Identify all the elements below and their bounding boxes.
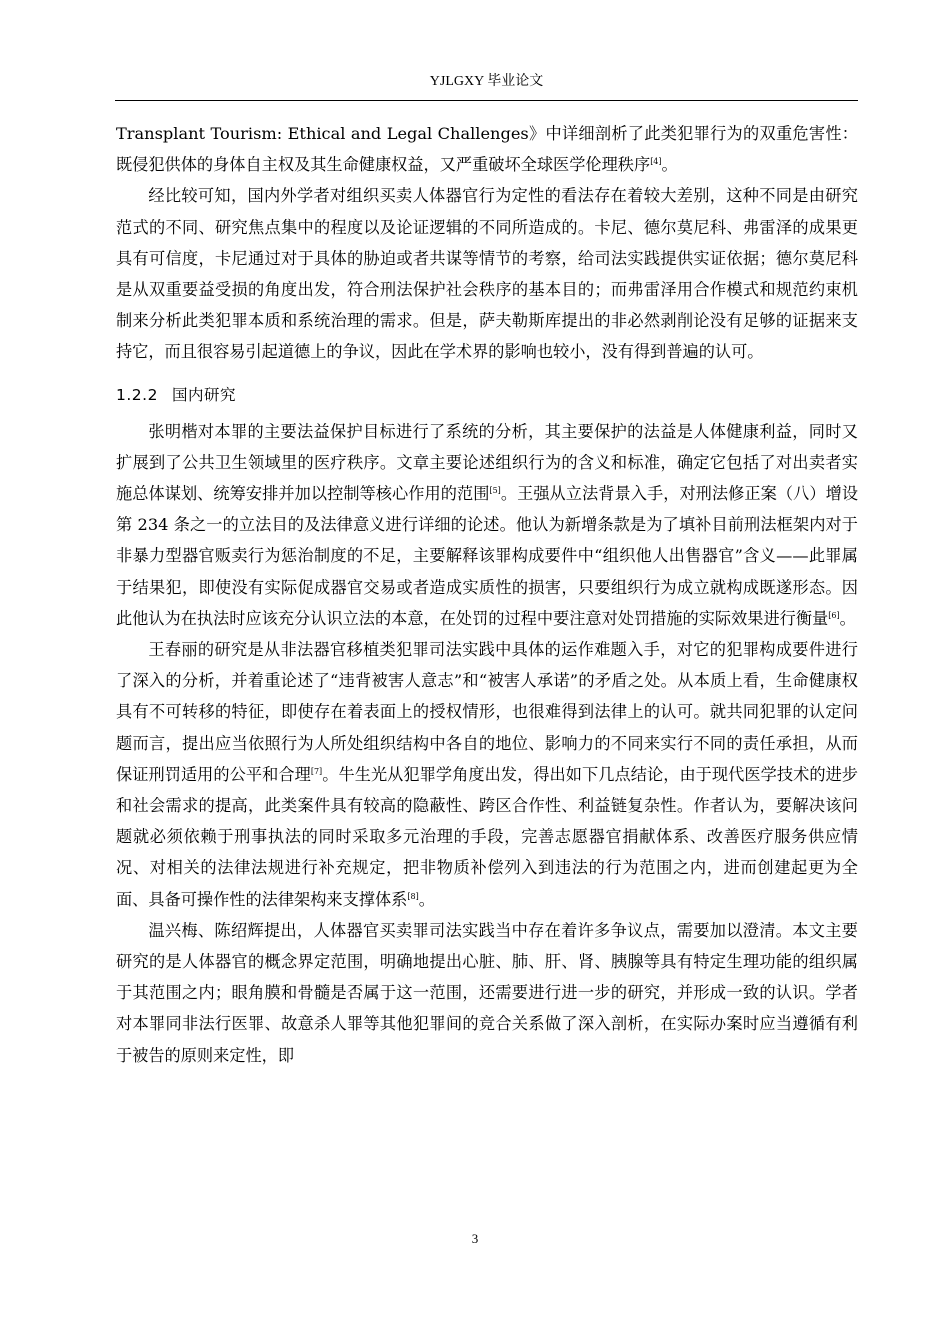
paragraph-comparison: 经比较可知，国内外学者对组织买卖人体器官行为定性的看法存在着较大差别，这种不同是由研究范式的不同、研究焦点集中的程度以及论证逻辑的不同所造成的。卡尼、德尔莫尼科、弗雷泽的成果更具有可信度，卡尼通过对于具体的胁迫或者共谋等情节的考察，给司法实践提供实证依据；德尔莫尼科是从双重要益受损的角度出发，符合刑法保护社会秩序的基本目的；而弗雷泽用合作模式和规范约束机制来分析此类犯罪本质和系统治理的需求。但是，萨夫勒斯库提出的非必然剥削论没有足够的证据来支持它，而且很容易引起道德上的争议，因此在学术界的影响也较小，没有得到普遍的认可。 (116, 186, 858, 362)
section-title: 国内研究 (171, 385, 236, 404)
paragraph-text: Transplant Tourism: Ethical and Legal Challenges》中详细剖析了此类犯罪行为的双重危害性：既侵犯供体的身体自主权及其生命健康权益，又严重破坏全球医学伦理秩序 (116, 124, 858, 175)
paragraph-wang-niu (116, 634, 858, 915)
citation-ref[interactable]: [8] (407, 891, 419, 901)
section-number: 1.2.2 (116, 385, 158, 404)
paragraph-tail: 。 (661, 155, 678, 175)
paragraph-tail: 。 (418, 889, 435, 909)
citation-ref[interactable]: [6] (828, 610, 840, 620)
citation-ref[interactable]: [5] (489, 486, 501, 496)
paragraph-text: 张明楷对本罪的主要法益保护目标进行了系统的分析，其主要保护的法益是人体健康利益，同时又扩展到了公共卫生领域里的医疗秩序。文章主要论述组织行为的含义和标准，确定它包括了对出卖者实施总体谋划、统筹安排并加以控制等核心作用的范围 (116, 421, 858, 504)
paragraph-continuation (116, 118, 858, 180)
paragraph-text: 王春丽的研究是从非法器官移植类犯罪司法实践中具体的运作难题入手，对它的犯罪构成要件进行了深入的分析，并着重论述了“违背被害人意志”和“被害人承诺”的矛盾之处。从本质上看，生命健康权具有不可转移的特征，即使存在着表面上的授权情形，也很难得到法律上的认可。就共同犯罪的认定问题而言，提出应当依照行为人所处组织结构中各自的地位、影响力的不同来实行不同的责任承担，从而保证刑罚适用的公平和合理 (116, 640, 858, 784)
paragraph-wen-chen: 温兴梅、陈绍辉提出，人体器官买卖罪司法实践当中存在着许多争议点，需要加以澄清。本文主要研究的是人体器官的概念界定范围，明确地提出心脏、肺、肝、肾、胰腺等具有特定生理功能的组织属于其范围之内；眼角膜和骨髓是否属于这一范围，还需要进行进一步的研究，并形成一致的认识。学者对本罪同非法行医罪、故意杀人罪等其他犯罪间的竞合关系做了深入剖析，在实际办案时应当遵循有利于被告的原则来定性，即 (116, 920, 858, 1065)
paragraph-text: 。王强从立法背景入手，对刑法修正案（八）增设第 234 条之一的立法目的及法律意义进行详细的论述。他认为新增条款是为了填补目前刑法框架内对于非暴力型器官贩卖行为惩治制度的不足，主要解释该罪构成要件中“组织他人出售器官”含义——此罪属于结果犯，即使没有实际促成器官交易或者造成实质性的损害，只要组织行为成立就构成既遂形态。因此他认为在执法时应该充分认识立法的本意，在处罚的过程中要注意对处罚措施的实际效果进行衡量 (116, 484, 859, 628)
page-number: 3 (471, 1231, 479, 1246)
paragraph-zhang-wang (116, 416, 858, 634)
paragraph-text: 。牛生光从犯罪学角度出发，得出如下几点结论，由于现代医学技术的进步和社会需求的提高，此类案件具有较高的隐蔽性、跨区合作性、利益链复杂性。作者认为，要解决该问题就必须依赖于刑事执法的同时采取多元治理的手段，完善志愿器官捐献体系、改善医疗服务供应情况、对相关的法律法规进行补充规定，把非物质补偿列入到违法的行为范围之内，进而创建起更为全面、具备可操作性的法律架构来支撑体系 (116, 764, 858, 909)
running-header: YJLGXY 毕业论文 (115, 64, 858, 101)
citation-ref[interactable]: [4] (650, 157, 662, 167)
citation-ref[interactable]: [7] (310, 766, 323, 776)
paragraph-tail: 。 (839, 608, 856, 628)
document-body (116, 118, 858, 1071)
section-heading (116, 382, 858, 408)
